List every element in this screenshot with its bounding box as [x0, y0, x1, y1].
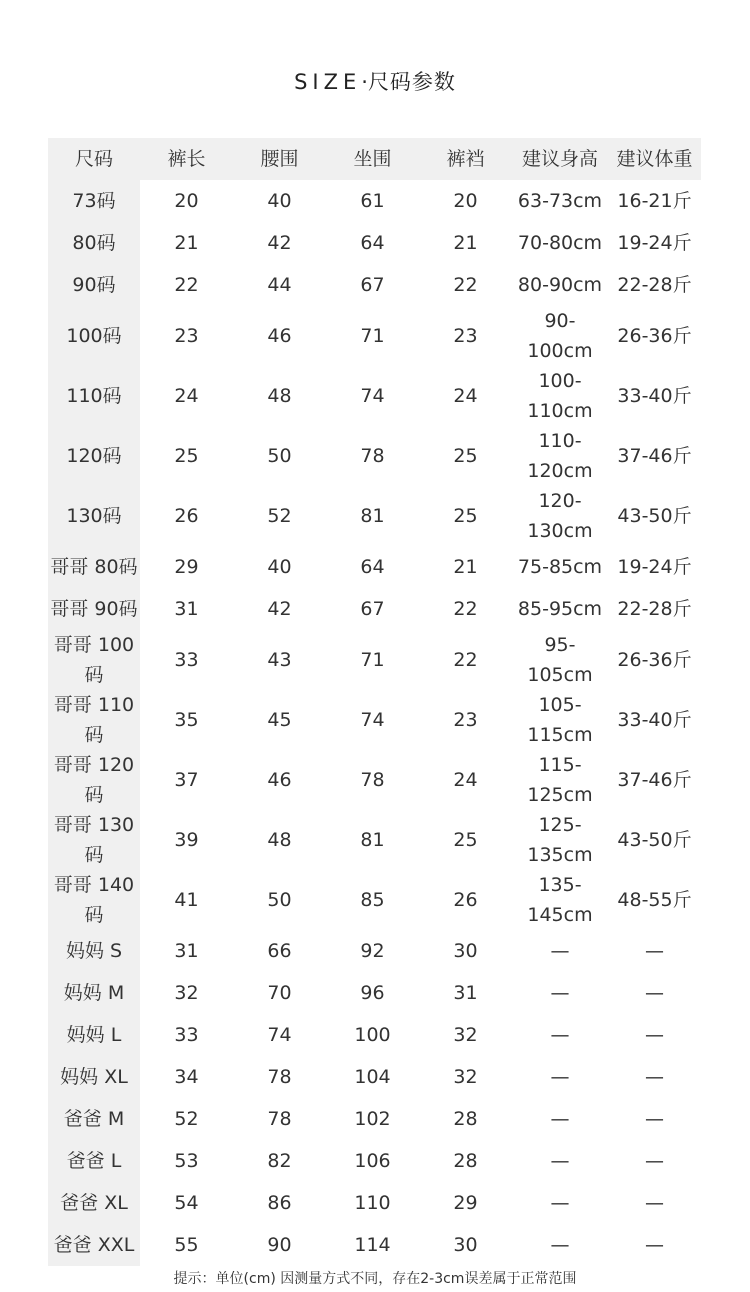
hip-cell: 102 [354, 1108, 391, 1130]
hip-cell: 100 [354, 1024, 391, 1046]
measurement-note: 提示：单位(cm) 因测量方式不同，存在2-3cm误差属于正常范围 [173, 1271, 577, 1287]
table-row [48, 546, 701, 588]
crotch-cell: 28 [453, 1108, 478, 1130]
waist-cell: 50 [267, 889, 292, 911]
table-row [48, 1224, 701, 1266]
title-separator: · [361, 70, 368, 94]
crotch-cell: 32 [453, 1066, 478, 1088]
crotch-cell: 25 [453, 829, 478, 851]
height-cell: 135-145cm [527, 874, 593, 926]
header-crotch: 裤裆 [419, 138, 512, 180]
pants-length-cell: 24 [174, 385, 199, 407]
table-row [48, 426, 701, 486]
table-row [48, 306, 701, 366]
waist-cell: 42 [267, 232, 292, 254]
pants-length-cell: 37 [174, 769, 199, 791]
weight-cell: 37-46斤 [617, 445, 692, 467]
size-cell: 妈妈 S [48, 930, 140, 972]
pants-length-cell: 35 [174, 709, 199, 731]
pants-length-cell: 23 [174, 325, 199, 347]
header-waist: 腰围 [233, 138, 326, 180]
waist-cell: 78 [267, 1066, 292, 1088]
height-cell: — [550, 1150, 570, 1172]
height-cell: 120-130cm [527, 490, 593, 542]
table-row [48, 972, 701, 1014]
hip-cell: 78 [360, 445, 385, 467]
header-hip: 坐围 [326, 138, 419, 180]
crotch-cell: 24 [453, 385, 478, 407]
weight-cell: — [645, 1234, 664, 1256]
size-cell: 哥哥 80码 [48, 546, 140, 588]
size-cell: 哥哥 120码 [48, 750, 140, 810]
table-row [48, 1140, 701, 1182]
height-cell: — [550, 1066, 570, 1088]
hip-cell: 96 [360, 982, 385, 1004]
waist-cell: 74 [267, 1024, 292, 1046]
weight-cell: — [645, 1024, 664, 1046]
height-cell: 80-90cm [517, 274, 603, 296]
size-cell: 妈妈 XL [48, 1056, 140, 1098]
header-size: 尺码 [48, 138, 140, 180]
weight-cell: 22-28斤 [617, 274, 692, 296]
weight-cell: 19-24斤 [617, 232, 692, 254]
crotch-cell: 29 [453, 1192, 478, 1214]
table-body [48, 180, 701, 1266]
hip-cell: 61 [360, 190, 385, 212]
hip-cell: 64 [360, 232, 385, 254]
weight-cell: 22-28斤 [617, 598, 692, 620]
size-cell: 爸爸 XXL [48, 1224, 140, 1266]
table-row [48, 1014, 701, 1056]
table-row [48, 264, 701, 306]
height-cell: 115-125cm [527, 754, 593, 806]
size-cell: 130码 [48, 486, 140, 546]
pants-length-cell: 34 [174, 1066, 199, 1088]
pants-length-cell: 53 [174, 1150, 199, 1172]
hip-cell: 106 [354, 1150, 391, 1172]
crotch-cell: 24 [453, 769, 478, 791]
size-cell: 爸爸 XL [48, 1182, 140, 1224]
height-cell: 90-100cm [527, 310, 593, 362]
weight-cell: 19-24斤 [617, 556, 692, 578]
header-pants-length: 裤长 [140, 138, 233, 180]
crotch-cell: 31 [453, 982, 478, 1004]
weight-cell: — [645, 940, 664, 962]
pants-length-cell: 33 [174, 649, 199, 671]
height-cell: — [550, 982, 570, 1004]
pants-length-cell: 21 [174, 232, 199, 254]
size-cell: 妈妈 M [48, 972, 140, 1014]
size-table [48, 138, 701, 1266]
waist-cell: 90 [267, 1234, 292, 1256]
table-row [48, 930, 701, 972]
table-row [48, 810, 701, 870]
pants-length-cell: 39 [174, 829, 199, 851]
table-row [48, 366, 701, 426]
waist-cell: 44 [267, 274, 292, 296]
waist-cell: 40 [267, 190, 292, 212]
crotch-cell: 21 [453, 556, 478, 578]
waist-cell: 45 [267, 709, 292, 731]
crotch-cell: 22 [453, 598, 478, 620]
hip-cell: 67 [360, 598, 385, 620]
size-cell: 爸爸 M [48, 1098, 140, 1140]
weight-cell: 48-55斤 [617, 889, 692, 911]
size-cell: 73码 [48, 180, 140, 222]
waist-cell: 82 [267, 1150, 292, 1172]
crotch-cell: 26 [453, 889, 478, 911]
hip-cell: 85 [360, 889, 385, 911]
hip-cell: 64 [360, 556, 385, 578]
height-cell: 85-95cm [517, 598, 603, 620]
waist-cell: 50 [267, 445, 292, 467]
pants-length-cell: 52 [174, 1108, 199, 1130]
height-cell: — [550, 1234, 570, 1256]
table-row [48, 1056, 701, 1098]
waist-cell: 40 [267, 556, 292, 578]
pants-length-cell: 41 [174, 889, 199, 911]
weight-cell: — [645, 1192, 664, 1214]
height-cell: 95-105cm [527, 634, 593, 686]
size-cell: 110码 [48, 366, 140, 426]
height-cell: 105-115cm [527, 694, 593, 746]
weight-cell: 26-36斤 [617, 649, 692, 671]
height-cell: 125-135cm [527, 814, 593, 866]
weight-cell: — [645, 1150, 664, 1172]
table-row [48, 1098, 701, 1140]
crotch-cell: 30 [453, 940, 478, 962]
hip-cell: 81 [360, 505, 385, 527]
weight-cell: 33-40斤 [617, 385, 692, 407]
waist-cell: 66 [267, 940, 292, 962]
hip-cell: 74 [360, 385, 385, 407]
size-cell: 哥哥 90码 [48, 588, 140, 630]
waist-cell: 48 [267, 829, 292, 851]
height-cell: — [550, 1024, 570, 1046]
table-row [48, 222, 701, 264]
hip-cell: 74 [360, 709, 385, 731]
weight-cell: 37-46斤 [617, 769, 692, 791]
crotch-cell: 23 [453, 709, 478, 731]
height-cell: 70-80cm [517, 232, 603, 254]
size-cell: 妈妈 L [48, 1014, 140, 1056]
crotch-cell: 28 [453, 1150, 478, 1172]
crotch-cell: 21 [453, 232, 478, 254]
table-row [48, 690, 701, 750]
crotch-cell: 25 [453, 505, 478, 527]
height-cell: 110-120cm [527, 430, 593, 482]
hip-cell: 104 [354, 1066, 391, 1088]
pants-length-cell: 31 [174, 940, 199, 962]
size-cell: 哥哥 100码 [48, 630, 140, 690]
waist-cell: 48 [267, 385, 292, 407]
hip-cell: 71 [360, 325, 385, 347]
size-cell: 120码 [48, 426, 140, 486]
height-cell: 75-85cm [517, 556, 603, 578]
pants-length-cell: 20 [174, 190, 199, 212]
crotch-cell: 22 [453, 274, 478, 296]
weight-cell: 33-40斤 [617, 709, 692, 731]
height-cell: 63-73cm [517, 190, 603, 212]
waist-cell: 42 [267, 598, 292, 620]
title-zh: 尺码参数 [367, 70, 456, 94]
waist-cell: 46 [267, 325, 292, 347]
pants-length-cell: 32 [174, 982, 199, 1004]
table-header-row [48, 138, 701, 180]
hip-cell: 110 [354, 1192, 391, 1214]
header-weight: 建议体重 [608, 138, 701, 180]
pants-length-cell: 33 [174, 1024, 199, 1046]
table-row [48, 486, 701, 546]
pants-length-cell: 29 [174, 556, 199, 578]
pants-length-cell: 31 [174, 598, 199, 620]
hip-cell: 114 [354, 1234, 391, 1256]
header-height: 建议身高 [512, 138, 608, 180]
waist-cell: 43 [267, 649, 292, 671]
size-cell: 哥哥 110码 [48, 690, 140, 750]
waist-cell: 52 [267, 505, 292, 527]
hip-cell: 71 [360, 649, 385, 671]
table-row [48, 630, 701, 690]
table-row [48, 750, 701, 810]
size-cell: 90码 [48, 264, 140, 306]
hip-cell: 81 [360, 829, 385, 851]
waist-cell: 78 [267, 1108, 292, 1130]
waist-cell: 70 [267, 982, 292, 1004]
hip-cell: 78 [360, 769, 385, 791]
weight-cell: 26-36斤 [617, 325, 692, 347]
size-cell: 哥哥 140码 [48, 870, 140, 930]
table-row [48, 1182, 701, 1224]
crotch-cell: 32 [453, 1024, 478, 1046]
weight-cell: 16-21斤 [617, 190, 692, 212]
size-cell: 80码 [48, 222, 140, 264]
weight-cell: — [645, 1108, 664, 1130]
table-row [48, 588, 701, 630]
pants-length-cell: 22 [174, 274, 199, 296]
table-row [48, 870, 701, 930]
size-cell: 100码 [48, 306, 140, 366]
crotch-cell: 22 [453, 649, 478, 671]
hip-cell: 67 [360, 274, 385, 296]
pants-length-cell: 54 [174, 1192, 199, 1214]
height-cell: — [550, 1192, 570, 1214]
pants-length-cell: 25 [174, 445, 199, 467]
weight-cell: 43-50斤 [617, 829, 692, 851]
weight-cell: — [645, 982, 664, 1004]
title-en: SIZE [294, 70, 362, 94]
size-cell: 哥哥 130码 [48, 810, 140, 870]
crotch-cell: 20 [453, 190, 478, 212]
table-row [48, 180, 701, 222]
height-cell: — [550, 1108, 570, 1130]
crotch-cell: 25 [453, 445, 478, 467]
height-cell: 100-110cm [527, 370, 593, 422]
size-cell: 爸爸 L [48, 1140, 140, 1182]
crotch-cell: 30 [453, 1234, 478, 1256]
weight-cell: 43-50斤 [617, 505, 692, 527]
page-title [0, 66, 750, 96]
waist-cell: 86 [267, 1192, 292, 1214]
pants-length-cell: 26 [174, 505, 199, 527]
waist-cell: 46 [267, 769, 292, 791]
height-cell: — [550, 940, 570, 962]
hip-cell: 92 [360, 940, 385, 962]
pants-length-cell: 55 [174, 1234, 199, 1256]
weight-cell: — [645, 1066, 664, 1088]
crotch-cell: 23 [453, 325, 478, 347]
